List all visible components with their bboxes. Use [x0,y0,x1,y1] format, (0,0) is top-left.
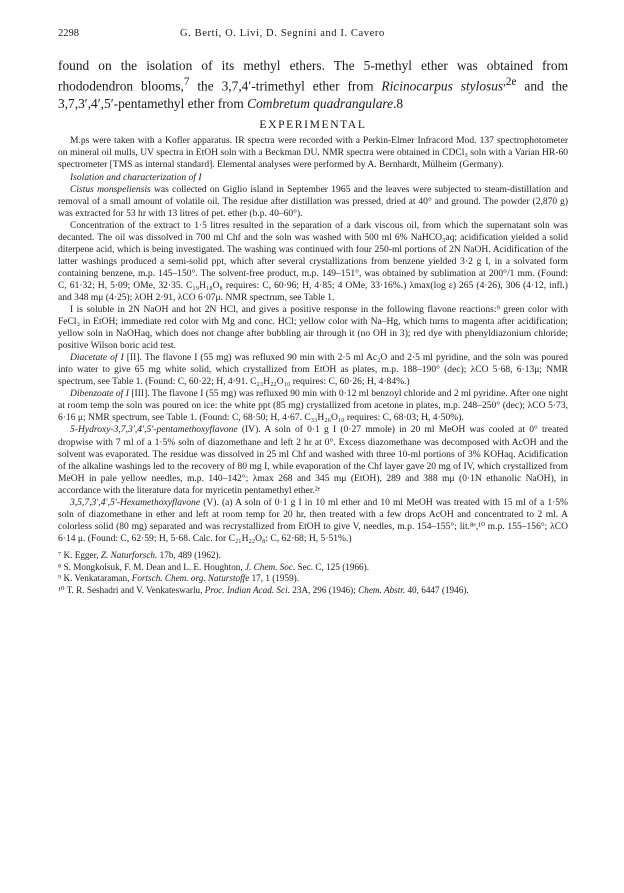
diacetate-title: Diacetate of I [70,352,124,364]
isolation-paragraph-2: Concentration of the extract to 1·5 litres resulted in the separation of a dark viscous oil, from which the supernatant soln was decanted. The oil was dissolved in 700 ml Chf and the soln was washed with 500 ml 6% NaHCO₃aq; acidification yielded a solid diterpene acid, which is being investigated. The washing was continued with four 250-ml portions of 2N NaOH. Acidification of the latter washings produced a semi-solid ppt, which after several crystallizations from benzene yielded 3·2 g I, in a solvated form containing benzene, m.p. 145–150°. The solvent-free product, m.p. 149–151°, was obtained by sublimation at 200°/1 mm. (Found: C, 61·32; H, 5·09; OMe, 32·35. C₁₉H₁₈O₈ requires: C, 60·96; H, 4·85; 4 OMe, 33·16%.) λmax(log ε) 265 (4·26), 306 (4·12, infl.) and 348 mμ (4·25); λOH 2·91, λCO 6·07μ. NMR spectrum, see Table 1. [58,219,568,303]
species-ricinocarpus: Ricinocarpus stylosus [381,78,504,94]
footnote-citation-2: 40, 6447 (1946). [405,584,469,595]
footnote-journal: Z. Naturforsch. [100,549,158,560]
footnotes [58,550,568,596]
footnote-10 [58,585,568,597]
diacetate-ref: [II]. [123,352,142,364]
footnote-journal: Proc. Indian Acad. Sci. [204,584,290,595]
footnote-number: ⁸ [58,561,62,572]
ref-2e: ,2e [503,76,517,89]
paper-page [58,28,568,596]
hexamethoxy-paragraph [58,497,568,545]
hexamethoxy-ref: (V). [200,496,219,508]
footnote-journal-2: Chem. Abstr. [358,584,406,595]
footnote-number: ¹⁰ [58,584,65,595]
dibenzoate-paragraph [58,388,568,424]
intro-text-3: and the 3,7,3′,4′,5′-pentamethyl ether from [58,78,568,112]
footnote-authors: S. Mongkolsuk, F. M. Dean and L. E. Houghton, [61,561,245,572]
diacetate-paragraph [58,352,568,388]
footnote-citation: 23A, 296 (1946); [289,584,359,595]
page-number: 2298 [58,28,79,39]
isolation-paragraph-3: I is soluble in 2N NaOH and hot 2N HCl, and gives a positive response in the following flavone reactions:⁹ green color with FeCl₃ in EtOH; immediate red color with Mg and conc. HCl; yellow color with Na–Hg, which turns to magenta after acidification; yellow soln in NaOHaq, which does not change after bubbling air through it (no OH in 3); red dye with phenyldiazonium chloride; positive Wilson boric acid test. [58,304,568,352]
section-heading: EXPERIMENTAL [259,118,367,132]
hexamethoxy-title: 3,5,7,3′,4′,5′-Hexamethoxyflavone [70,496,201,508]
footnote-number: ⁹ [58,573,62,584]
running-header [58,28,568,44]
hexamethoxy-text: (a) A soln of 0·1 g I in 10 ml ether and 10 ml MeOH was treated with 15 ml of a 1·5% soln of diazomethane in ether and left at room temp for 20 hr, then treated with a few drops AcOH and concentrated to 2 ml. A colorless solid (80 mg) separated and was recrystallized from EtOH to give V, needles, m.p. 154–155°; lit.⁸ᵉ,¹⁰ m.p. 155–156°; λCO 6·14 μ. (Found: C, 62·59; H, 5·68. Calc. for C₂₁H₂₂O₈: C, 62·68; H, 5·51%.) [58,496,568,544]
pentamethoxy-title: 5-Hydroxy-3,7,3′,4′,5′-pentamethoxyflavone [70,424,238,436]
running-title: G. Berti, O. Livi, D. Segnini and I. Cavero [180,28,385,39]
footnote-citation: 17b, 489 (1962). [157,549,221,560]
dibenzoate-title: Dibenzoate of I [70,388,129,400]
isolation-text-1: was collected on Giglio island in September 1965 and the leaves were subjected to steam-distillation and removal of a small amount of volatile oil. The residue after distillation was pressed, dried at 40° and ground. The powder (2,870 g) was extracted for 53 hr with 13 litres of pet. ether (b.p. 40–60°). [58,183,568,219]
intro-paragraph [58,57,568,112]
diacetate-text: The flavone I (55 mg) was refluxed 90 min with 2·5 ml Ac₂O and 2·5 ml pyridine, and the soln was poured into water to give 65 mg white solid, which crystallized from EtOH as plates, m.p. 188–190° (dec); λCO 5·68, 6·13μ; NMR spectrum, see Table 1. (Found: C, 60·22; H, 4·91. C₂₃H₂₂O₁₀ requires: C, 60·26; H, 4·84%.) [58,352,568,388]
dibenzoate-text: The flavone I (55 mg) was refluxed 90 min with 0·12 ml benzoyl chloride and 2 ml pyridine. After one night at room temp the soln was poured on ice: the white ppt (85 mg) crystallized from acetone in plates, m.p. 248–250° (dec); λCO 5·73, 6·16 μ; NMR spectrum, see Table 1. (Found: C, 68·50; H, 4·67. C₃₃H₂₆O₁₀ requires: C, 68·03; H, 4·50%). [58,388,568,424]
subsection-title: Isolation and characterization of I [70,171,202,183]
ref-7: 7 [183,76,190,89]
pentamethoxy-text: A soln of 0·1 g I (0·27 mmole) in 20 ml MeOH was cooled at 0° treated dropwise with 7 ml of a 1·5% soln of diazomethane and left 2 hr at 0°. Excess diazomethane was decomposed with AcOH and the solvent was evaporated. The residue was dissolved in 25 ml Chf and washed with three 10-ml portions of 3% KOHaq. Acidification of the alkaline washings led to the recovery of 80 mg I, while evaporation of the Chf layer gave 20 mg of IV, which crystallized from MeOH in pale yellow needles, m.p. 140–142°; λmax 268 and 345 mμ (EtOH), 289 and 388 mμ (0·1N ethanolic NaOH), in accordance with the literature data for myricetin pentamethyl ether.²ᵉ [58,424,568,496]
intro-text-4: .8 [393,96,404,112]
footnote-journal: J. Chem. Soc. [244,561,296,572]
footnote-authors: T. R. Seshadri and V. Venkateswarlu, [64,584,205,595]
species-cistus: Cistus monspeliensis [70,183,151,195]
footnote-journal: Fortsch. Chem. org. Naturstoffe [131,573,250,584]
footnote-citation: 17, 1 (1959). [249,573,300,584]
pentamethoxy-ref: (IV). [237,424,261,436]
species-combretum: Combretum quadrangulare [247,96,394,112]
footnote-number: ⁷ [58,549,62,560]
pentamethoxy-paragraph [58,424,568,496]
footnote-7 [58,550,568,562]
dibenzoate-ref: [III]. [128,388,150,400]
footnote-citation: Sec. C, 125 (1966). [295,561,369,572]
general-methods: M.ps were taken with a Kofler apparatus. IR spectra were recorded with a Perkin-Elmer Infracord Mod. 137 spectrophotometer on mineral oil mulls, UV spectra in EtOH soln with a Beckman DU. NMR spectra were obtained in CDCl₃ soln with a Varian HR-60 spectrometer [TMS as internal standard]. Elemental analyses were performed by A. Bernhardt, Mülheim (Germany). [58,135,568,171]
intro-text-1: found on the isolation of its methyl ethers. The 5-methyl ether was obtained from rhododendron blooms, [58,58,568,94]
footnote-authors: K. Egger, [61,549,101,560]
isolation-paragraph-1 [58,184,568,220]
footnote-authors: K. Venkataraman, [61,573,132,584]
footnote-9 [58,573,568,585]
intro-text-2: the 3,7,4′-trimethyl ether from [189,78,382,94]
experimental-body [58,135,568,545]
footnote-8 [58,562,568,574]
